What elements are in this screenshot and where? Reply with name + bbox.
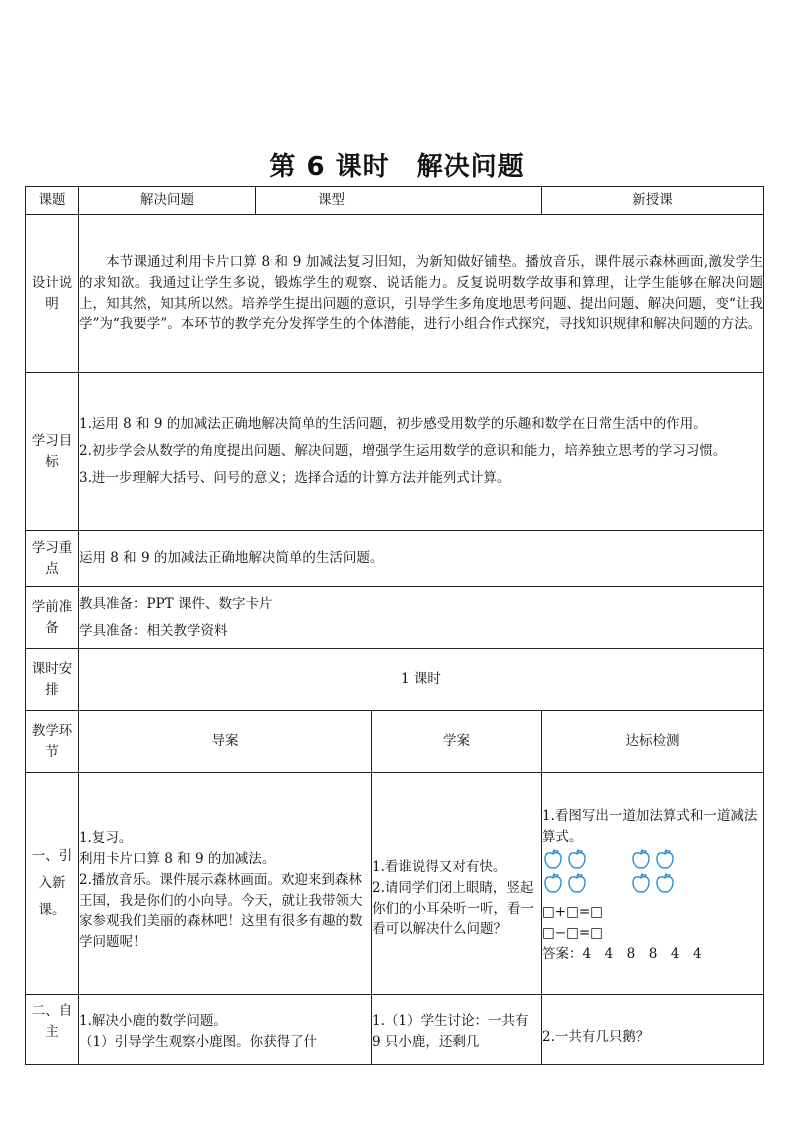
guide-line: （1）引导学生观察小鹿图。你获得了什 <box>79 1033 318 1050</box>
section1-check <box>542 773 764 995</box>
equation-sub: □−□=□ <box>542 924 603 941</box>
focus-label: 学习重点 <box>26 531 79 587</box>
goals-list <box>79 373 764 531</box>
prep-text <box>79 587 764 649</box>
prep-student: 学具准备：相关教学资料 <box>79 622 228 639</box>
design-label: 设计说明 <box>26 215 79 373</box>
equation-add: □+□=□ <box>542 904 603 921</box>
study-header: 学案 <box>372 711 542 773</box>
apple-group-left <box>542 848 590 896</box>
guide-line: 利用卡片口算 8 和 9 的加减法。 <box>79 850 276 867</box>
design-row <box>26 215 764 373</box>
topic-label: 课题 <box>26 187 79 215</box>
prep-label: 学前准备 <box>26 587 79 649</box>
apple-icon <box>654 872 676 894</box>
steps-label: 教学环节 <box>26 711 79 773</box>
guide-line: 2.播放音乐。课件展示森林画面。欢迎来到森林王国，我是你们的小向导。今天，就让我带领大家参观我们美丽的森林吧！这里有很多有趣的数学问题呢！ <box>79 871 363 951</box>
lesson-plan-table <box>25 186 764 1065</box>
section2-guide <box>79 995 372 1065</box>
apple-icon <box>542 872 564 894</box>
guide-header: 导案 <box>79 711 372 773</box>
apple-icon <box>630 872 652 894</box>
apple-icon <box>654 848 676 870</box>
type-label: 课型 <box>256 187 542 215</box>
study-line: 1.看谁说得又对有快。 <box>372 858 507 875</box>
focus-row <box>26 531 764 587</box>
prep-teacher: 教具准备：PPT 课件、数字卡片 <box>79 596 273 613</box>
design-paragraph: 本节课通过利用卡片口算 8 和 9 加减法复习旧知，为新知做好铺垫。播放音乐，课件展示森林画面,激发学生的求知欲。我通过让学生多说，锻炼学生的观察、说话能力。反复说明数学故事和算理，让学生能够在解决问题上，知其然，知其所以然。培养学生提出问题的意识，引导学生多角度地思考问题、提出问题、解决问题，变“让我学”为“我要学”。本环节的教学充分发挥学生的个体潜能，进行小组合作式探究，寻找知识规律和解决问题的方法。 <box>79 253 763 333</box>
guide-line: 1.解决小鹿的数学问题。 <box>79 1012 227 1029</box>
section1-guide <box>79 773 372 995</box>
study-line: 2.请同学们闭上眼睛，竖起你们的小耳朵听一听，看一看可以解决什么问题？ <box>372 879 534 938</box>
columns-row <box>26 711 764 773</box>
goal-item: 3.进一步理解大括号、问号的意义；选择合适的计算方法并能列式计算。 <box>79 470 511 486</box>
goals-label: 学习目标 <box>26 373 79 531</box>
check-question: 1.看图写出一道加法算式和一道减法算式。 <box>542 808 758 846</box>
apple-icon <box>630 848 652 870</box>
goal-item: 2.初步学会从数学的角度提出问题、解决问题，增强学生运用数学的意识和能力，培养独立思考的学习习惯。 <box>79 443 727 459</box>
check-header: 达标检测 <box>542 711 764 773</box>
answer-text: 答案：4 4 8 8 4 4 <box>542 945 702 962</box>
guide-line: 1.复习。 <box>79 829 133 846</box>
design-text <box>79 215 764 373</box>
section1-study <box>372 773 542 995</box>
section1-row <box>26 773 764 995</box>
page-title: 第 6 课时 解决问题 <box>269 152 525 182</box>
type-value: 新授课 <box>542 187 764 215</box>
goal-item: 1.运用 8 和 9 的加减法正确地解决简单的生活问题，初步感受用数学的乐趣和数学在日常生活中的作用。 <box>79 416 707 432</box>
apple-icon <box>566 848 588 870</box>
section1-label-text: 一、引入新课。 <box>31 848 73 918</box>
section2-label-text: 二、自主 <box>31 1003 73 1040</box>
schedule-value: 1 课时 <box>79 649 764 711</box>
apple-picture <box>542 848 763 896</box>
topic-value: 解决问题 <box>79 187 256 215</box>
apple-group-right <box>630 848 678 896</box>
goals-row <box>26 373 764 531</box>
focus-text: 运用 8 和 9 的加减法正确地解决简单的生活问题。 <box>79 531 764 587</box>
section2-label <box>26 995 79 1065</box>
section2-row <box>26 995 764 1065</box>
apple-icon <box>566 872 588 894</box>
section2-check: 2.一共有几只鹅？ <box>542 995 764 1065</box>
prep-row <box>26 587 764 649</box>
schedule-label: 课时安排 <box>26 649 79 711</box>
schedule-row <box>26 649 764 711</box>
section2-study: 1.（1）学生讨论：一共有 9 只小鹿，还剩几 <box>372 995 542 1065</box>
header-row <box>26 187 764 215</box>
apple-icon <box>542 848 564 870</box>
section1-label <box>26 773 79 995</box>
